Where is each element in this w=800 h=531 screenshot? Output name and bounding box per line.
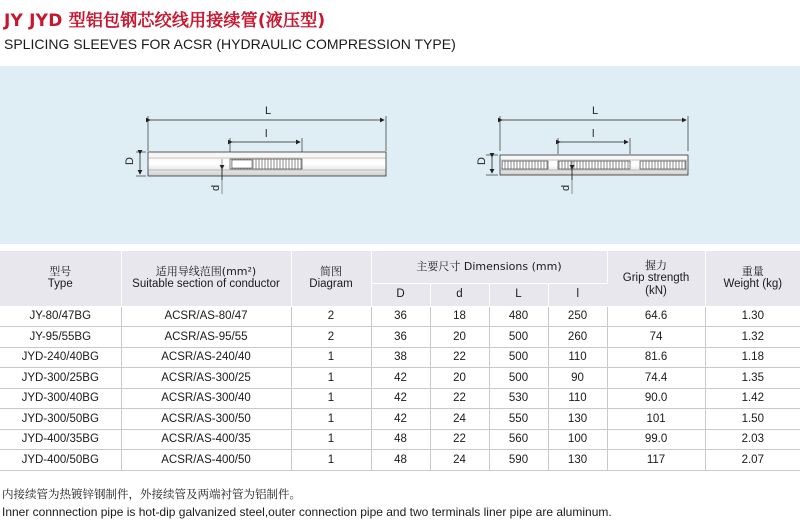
cell-type: JYD-240/40BG bbox=[0, 347, 121, 368]
cell-d: 24 bbox=[430, 450, 489, 471]
cell-weight: 1.18 bbox=[705, 347, 800, 368]
liner-pipe-left bbox=[502, 161, 548, 169]
cell-section: ACSR/AS-240/40 bbox=[121, 347, 291, 368]
cell-type: JYD-400/50BG bbox=[0, 450, 121, 471]
cell-L: 590 bbox=[489, 450, 548, 471]
table-row bbox=[0, 368, 800, 389]
dim-D-label-2: D bbox=[476, 157, 488, 165]
dim-L-label-1: L bbox=[265, 105, 272, 117]
cell-diagram: 1 bbox=[291, 347, 371, 368]
cell-grip: 99.0 bbox=[607, 429, 705, 450]
page-title-cn: JY JYD 型铝包钢芯绞线用接续管(液压型) bbox=[4, 11, 326, 31]
diagram-2 bbox=[476, 105, 688, 194]
cell-L: 560 bbox=[489, 429, 548, 450]
cell-l: 130 bbox=[548, 409, 607, 430]
cell-grip: 101 bbox=[607, 409, 705, 430]
cell-l: 250 bbox=[548, 306, 607, 327]
cell-section: ACSR/AS-80/47 bbox=[121, 306, 291, 327]
cell-D: 42 bbox=[371, 388, 430, 409]
dim-l-label-1: l bbox=[265, 128, 268, 140]
cell-grip: 64.6 bbox=[607, 306, 705, 327]
table-row bbox=[0, 429, 800, 450]
header-L: L bbox=[489, 283, 548, 306]
cell-diagram: 1 bbox=[291, 429, 371, 450]
header-dimensions: 主要尺寸 Dimensions (mm) bbox=[371, 251, 607, 283]
cell-D: 38 bbox=[371, 347, 430, 368]
cell-type: JYD-400/35BG bbox=[0, 429, 121, 450]
cell-L: 530 bbox=[489, 388, 548, 409]
cell-section: ACSR/AS-400/35 bbox=[121, 429, 291, 450]
table-row bbox=[0, 327, 800, 348]
header-diagram: 简图 Diagram bbox=[291, 251, 371, 306]
cell-d: 18 bbox=[430, 306, 489, 327]
table-row bbox=[0, 347, 800, 368]
cell-grip: 90.0 bbox=[607, 388, 705, 409]
cell-L: 500 bbox=[489, 327, 548, 348]
table-row bbox=[0, 409, 800, 430]
cell-D: 36 bbox=[371, 327, 430, 348]
liner-pipe-right bbox=[640, 161, 686, 169]
cell-weight: 1.32 bbox=[705, 327, 800, 348]
cell-weight: 1.30 bbox=[705, 306, 800, 327]
cell-l: 90 bbox=[548, 368, 607, 389]
note-en: Inner connnection pipe is hot-dip galvanized steel,outer connection pipe and two terminals liner pipe are aluminum. bbox=[2, 505, 612, 519]
cell-type: JYD-300/40BG bbox=[0, 388, 121, 409]
cell-weight: 1.50 bbox=[705, 409, 800, 430]
cell-L: 500 bbox=[489, 347, 548, 368]
dim-d-label-1: d bbox=[210, 184, 222, 191]
dim-d-label-2: d bbox=[560, 184, 572, 191]
cell-L: 550 bbox=[489, 409, 548, 430]
cell-weight: 2.07 bbox=[705, 450, 800, 471]
cell-l: 110 bbox=[548, 388, 607, 409]
cell-diagram: 2 bbox=[291, 327, 371, 348]
cell-l: 110 bbox=[548, 347, 607, 368]
dim-D-label-1: D bbox=[124, 157, 136, 165]
dim-l-label-2: l bbox=[592, 128, 595, 140]
cell-diagram: 1 bbox=[291, 450, 371, 471]
cell-section: ACSR/AS-300/25 bbox=[121, 368, 291, 389]
cell-weight: 1.35 bbox=[705, 368, 800, 389]
header-d: d bbox=[430, 283, 489, 306]
cell-type: JYD-300/50BG bbox=[0, 409, 121, 430]
cell-d: 24 bbox=[430, 409, 489, 430]
dim-L-label-2: L bbox=[592, 105, 599, 117]
cell-grip: 74.4 bbox=[607, 368, 705, 389]
cell-D: 42 bbox=[371, 368, 430, 389]
sleeve-diagrams bbox=[0, 66, 800, 244]
cell-section: ACSR/AS-95/55 bbox=[121, 327, 291, 348]
cell-D: 42 bbox=[371, 409, 430, 430]
cell-L: 480 bbox=[489, 306, 548, 327]
cell-D: 48 bbox=[371, 450, 430, 471]
cell-weight: 1.42 bbox=[705, 388, 800, 409]
cell-section: ACSR/AS-300/50 bbox=[121, 409, 291, 430]
cell-D: 36 bbox=[371, 306, 430, 327]
cell-grip: 117 bbox=[607, 450, 705, 471]
cell-grip: 74 bbox=[607, 327, 705, 348]
cell-d: 20 bbox=[430, 327, 489, 348]
cell-d: 22 bbox=[430, 347, 489, 368]
diagram-1 bbox=[124, 105, 386, 194]
header-D: D bbox=[371, 283, 430, 306]
inner-steel-pipe-2 bbox=[558, 161, 630, 169]
table-row bbox=[0, 306, 800, 327]
cell-diagram: 2 bbox=[291, 306, 371, 327]
cell-diagram: 1 bbox=[291, 388, 371, 409]
cell-section: ACSR/AS-400/50 bbox=[121, 450, 291, 471]
note-cn: 内接续管为热镀锌钢制件，外接续管及两端衬管为铝制件。 bbox=[2, 487, 301, 501]
table-row bbox=[0, 388, 800, 409]
table-body bbox=[0, 306, 800, 470]
header-type: 型号 Type bbox=[0, 251, 121, 306]
cell-section: ACSR/AS-300/40 bbox=[121, 388, 291, 409]
cell-l: 100 bbox=[548, 429, 607, 450]
cell-type: JY-95/55BG bbox=[0, 327, 121, 348]
cell-type: JY-80/47BG bbox=[0, 306, 121, 327]
cell-weight: 2.03 bbox=[705, 429, 800, 450]
cell-grip: 81.6 bbox=[607, 347, 705, 368]
table-row bbox=[0, 450, 800, 471]
header-weight: 重量 Weight (kg) bbox=[705, 251, 800, 306]
header-grip: 握力 Grip strength (kN) bbox=[607, 251, 705, 306]
cell-D: 48 bbox=[371, 429, 430, 450]
cell-diagram: 1 bbox=[291, 409, 371, 430]
header-section: 适用导线范围(mm²) Suitable section of conductor bbox=[121, 251, 291, 306]
header-l: l bbox=[548, 283, 607, 306]
cell-l: 130 bbox=[548, 450, 607, 471]
cell-d: 22 bbox=[430, 388, 489, 409]
cell-diagram: 1 bbox=[291, 368, 371, 389]
cell-L: 500 bbox=[489, 368, 548, 389]
page-title-en: SPLICING SLEEVES FOR ACSR (HYDRAULIC COMPRESSION TYPE) bbox=[4, 36, 456, 52]
cell-type: JYD-300/25BG bbox=[0, 368, 121, 389]
spec-table bbox=[0, 251, 800, 471]
cell-l: 260 bbox=[548, 327, 607, 348]
diagram-area bbox=[0, 66, 800, 244]
cell-d: 20 bbox=[430, 368, 489, 389]
cell-d: 22 bbox=[430, 429, 489, 450]
